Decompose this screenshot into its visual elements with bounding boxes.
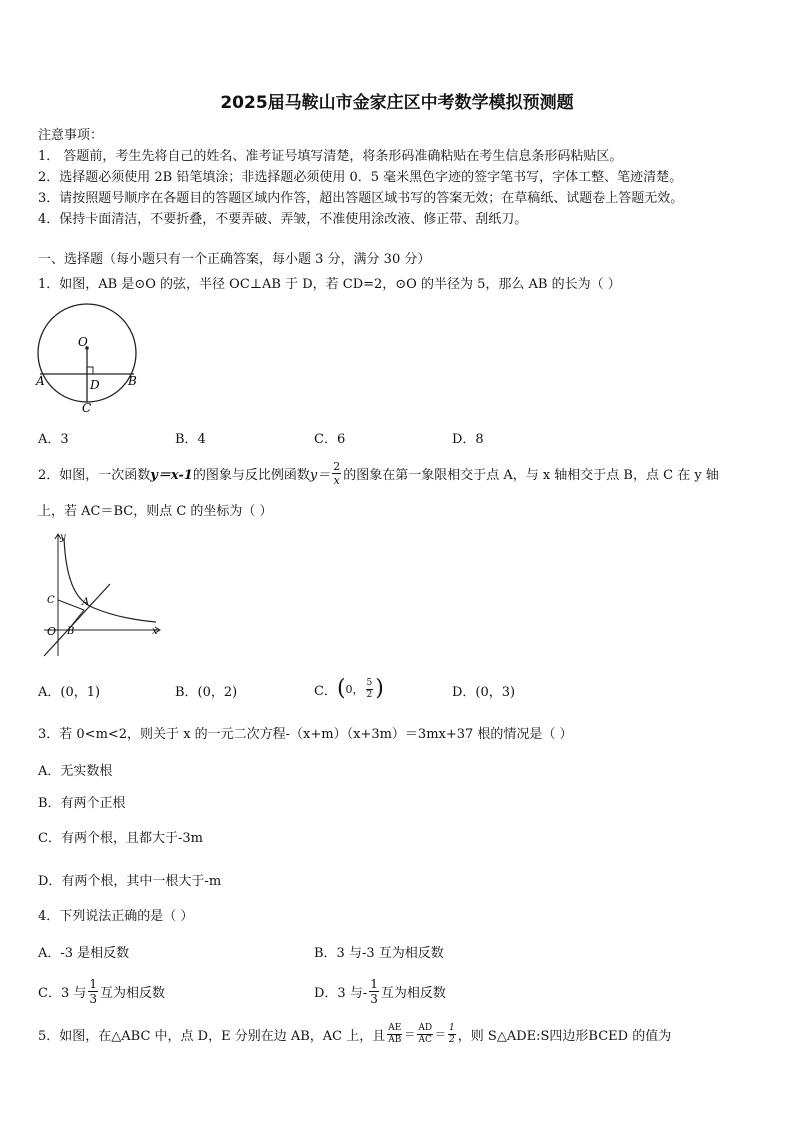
q5-eq-1: ＝ [404,1028,416,1041]
q1-option-d: D．8 [452,432,484,447]
label-b: B [67,626,75,637]
q5-eq-2: ＝ [435,1028,447,1041]
q2-option-c [314,672,384,706]
q2-option-d: D．(0，3) [452,685,516,700]
q1-option-c: C．6 [314,432,346,447]
label-y: y [60,532,66,543]
q5-stem-b: ，则 S△ADE:S四边形BCED 的值为 [457,1028,672,1044]
q4-option-d-num: 1 [370,976,378,991]
q2-stem-b: 的图象与反比例函数 [192,467,310,483]
q4-option-c-fraction [88,978,98,1005]
q5-f1-num: AE [388,1022,402,1033]
q5-fraction-ae-ab [387,1024,402,1045]
label-b: B [128,374,137,388]
q2-stem-c: 的图象在第一象限相交于点 A，与 x 轴相交于点 B，点 C 在 y 轴 [343,467,719,483]
q2-option-c-fraction [366,679,374,700]
label-x: x [152,626,158,637]
q2-option-c-num: 5 [366,677,373,688]
q4-stem: 4．下列说法正确的是（ ） [38,909,194,924]
notice-item-3: 3．请按照题号顺序在各题目的答题区域内作答，超出答题区域书写的答案无效；在草稿纸、试题卷上答题无效。 [38,191,684,206]
label-d: D [90,378,100,392]
q2-graph-figure [38,530,166,660]
q3-option-b: B．有两个正根 [38,796,126,811]
hyperbola-curve [64,538,156,622]
label-a: A [36,374,45,388]
q2-option-b: B．(0，2) [175,685,238,700]
q5-fraction-ad-ac [417,1024,433,1045]
q4-option-c-num: 1 [89,976,97,991]
q4-option-d-post: 互为相反数 [380,985,446,1001]
q5-f2-den: AC [418,1034,432,1045]
q4-option-c [38,973,165,1009]
q5-stem-a: 5．如图，在△ABC 中，点 D，E 分别在边 AB，AC 上，且 [38,1028,386,1044]
notice-heading: 注意事项： [38,128,104,143]
label-o: O [47,625,57,638]
q2-stem-line2: 上，若 AC＝BC，则点 C 的坐标为（ ） [38,504,273,519]
q2-fraction [332,461,341,486]
q5-f2-num: AD [418,1022,433,1033]
q3-option-c: C．有两个根，且都大于-3m [38,831,203,846]
q5-f1-den: AB [388,1034,402,1045]
q5-fraction-half [448,1024,456,1045]
q4-option-c-den: 3 [89,991,97,1006]
label-a: A [82,597,90,608]
q2-option-c-label: C． [314,683,337,699]
q2-option-a: A．(0，1) [38,685,101,700]
q5-f3-num: 1 [449,1022,455,1033]
q4-option-b: B．3 与-3 互为相反数 [314,946,444,961]
q1-circle-figure [34,298,144,416]
q5-stem [38,1018,671,1050]
page-title: 2025届马鞍山市金家庄区中考数学模拟预测题 [220,93,574,113]
q3-stem: 3．若 0<m<2，则关于 x 的一元二次方程-（x+m）（x+3m）＝3mx+37 根的情况是（ ） [38,727,573,742]
q2-frac-den: x [333,473,340,487]
label-o: O [78,335,88,349]
q4-option-c-post: 互为相反数 [100,985,166,1001]
right-paren: ) [375,676,384,701]
q4-option-d [314,973,446,1009]
q3-option-d: D．有两个根，其中一根大于-m [38,874,222,889]
notice-item-2: 2．选择题必须使用 2B 铅笔填涂；非选择题必须使用 0．5 毫米黑色字迹的签字笔书写，字体工整、笔迹清楚。 [38,170,683,185]
q2-linear-function: y＝x-1 [150,467,193,483]
q4-option-d-den: 3 [370,991,378,1006]
q4-option-c-pre: C．3 与 [38,985,87,1001]
q1-option-a: A．3 [38,432,69,447]
q2-frac-num: 2 [333,459,341,473]
section-heading: 一、选择题（每小题只有一个正确答案，每小题 3 分，满分 30 分） [38,252,431,267]
label-c: C [47,595,55,606]
q2-y-eq: y＝ [309,467,331,483]
q4-option-a: A．-3 是相反数 [38,946,130,961]
notice-item-1: 1． 答题前，考生先将自己的姓名、准考证号填写清楚，将条形码准确粘贴在考生信息条形码粘贴区。 [38,149,623,164]
notice-item-4: 4．保持卡面清洁，不要折叠，不要弄破、弄皱，不准使用涂改液、修正带、刮纸刀。 [38,212,528,227]
q1-option-b: B．4 [175,432,206,447]
q4-option-d-fraction [369,978,379,1005]
q2-option-c-den: 2 [366,689,373,700]
q3-option-a: A．无实数根 [38,764,113,779]
label-c: C [82,401,92,415]
q5-f3-den: 2 [449,1034,455,1045]
q2-stem-line1 [38,455,719,491]
q4-option-d-pre: D．3 与- [314,985,368,1001]
q1-stem: 1．如图，AB 是⊙O 的弦，半径 OC⊥AB 于 D，若 CD=2，⊙O 的半径为 5，那么 AB 的长为（ ） [38,277,621,292]
q2-option-c-pre: 0， [345,683,364,696]
left-paren: ( [336,676,346,701]
right-angle-mark [87,367,93,374]
q2-stem-a: 2．如图，一次函数 [38,467,151,483]
